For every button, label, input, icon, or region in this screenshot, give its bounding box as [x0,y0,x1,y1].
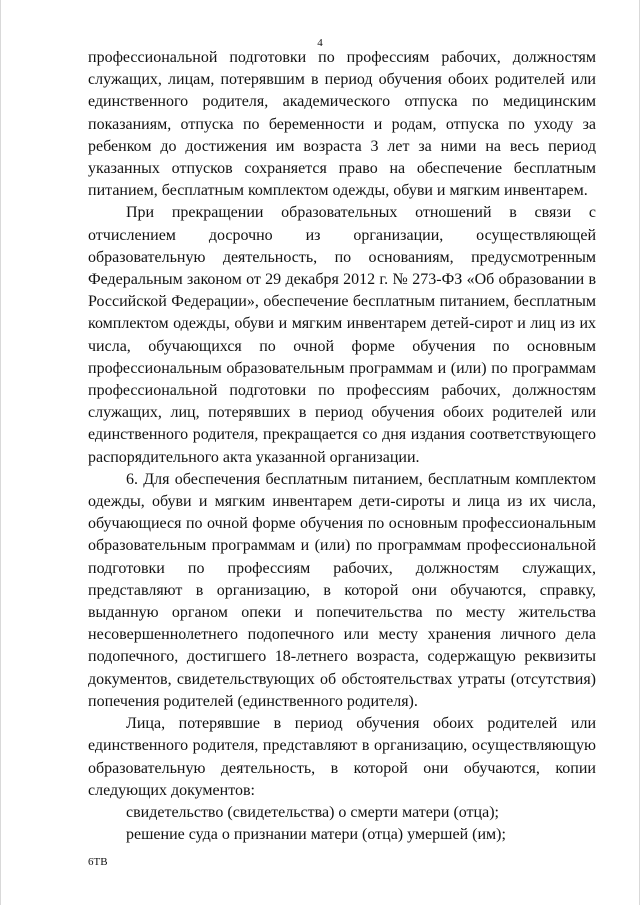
list-item-court-decision: решение суда о признании матери (отца) умершей (им); [126,826,506,844]
page-number: 4 [317,37,323,49]
document-body [88,47,596,846]
paragraph-documents-intro: Лица, потерявшие в период обучения обоих родителей или единственного родителя, представляют в организацию, осуществляющую образовательную деятельность, в которой они обучаются, копии следующих документов: [88,715,596,799]
list-item-death-certificate: свидетельство (свидетельства) о смерти матери (отца); [126,803,499,821]
paragraph-termination: При прекращении образовательных отношений в связи с отчислением досрочно из организации, осуществляющей образовательную деятельность, по основаниям, предусмотренным Федеральным законом от 29 декабря 2012 г. № 273-ФЗ «Об образовании в Российской Федерации», обеспечение бесплатным питанием, бесплатным комплектом одежды, обуви и мягким инвентарем детей-сирот и лиц из их числа, обучающихся по очной форме обучения по основным профессиональным образовательным программам и (или) по программам профессиональной подготовки по профессиям рабочих, должностям служащих, лиц, потерявших в период обучения обоих родителей или единственного родителя, прекращается со дня издания соответствующего распорядительного акта указанной организации. [88,204,596,466]
paragraph-continued: профессиональной подготовки по профессиям рабочих, должностям служащих, лицам, потерявшим в период обучения обоих родителей или единственного родителя, академического отпуска по медицинским показаниям, отпуска по беременности и родам, отпуска по уходу за ребенком до достижения им возраста 3 лет за ними на весь период указанных отпусков сохраняется право на обеспечение бесплатным питанием, бесплатным комплектом одежды, обуви и мягким инвентарем. [88,49,596,200]
paragraph-item-6: 6. Для обеспечения бесплатным питанием, бесплатным комплектом одежды, обуви и мягким инвентарем дети-сироты и лица из их числа, обучающиеся по очной форме обучения по основным профессиональным образовательным программам и (или) по программам профессиональной подготовки по профессиям рабочих, должностям служащих, представляют в организацию, в которой они обучаются, справку, выданную органом опеки и попечительства по месту жительства несовершеннолетнего подопечного или месту хранения личного дела подопечного, достигшего 18-летнего возраста, содержащую реквизиты документов, свидетельствующих об обстоятельствах утраты (отсутствия) попечения родителей (единственного родителя). [88,470,596,710]
scan-left-edge [0,0,1,905]
footer-code: 6ТВ [88,856,108,868]
